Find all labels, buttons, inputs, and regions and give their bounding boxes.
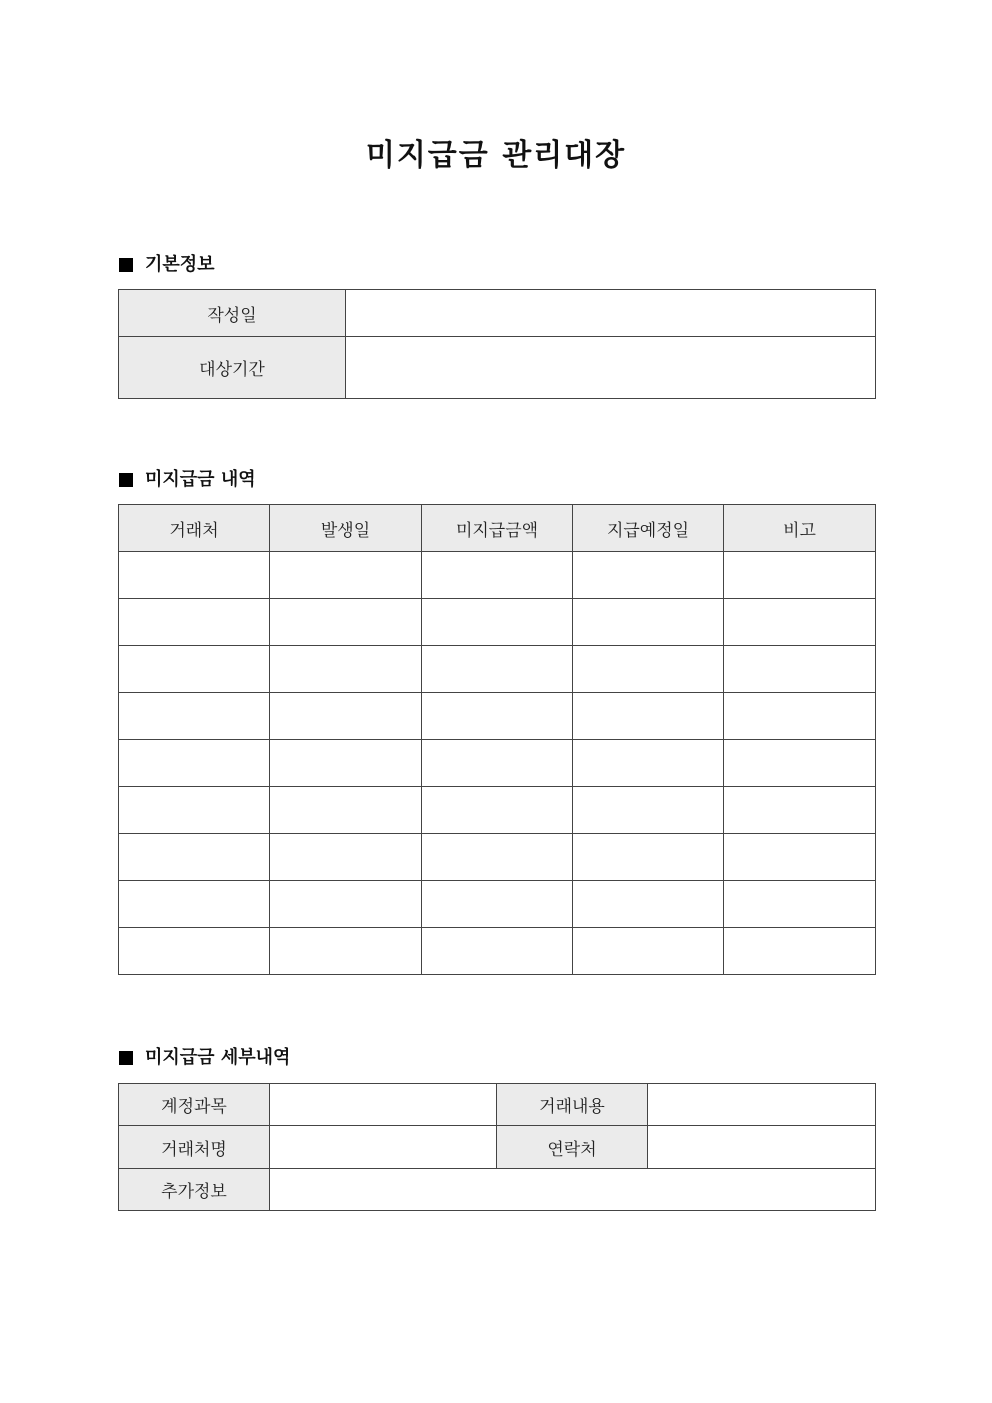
remarks-cell[interactable] [724,552,876,599]
extra-info-label: 추가정보 [119,1169,270,1211]
table-header-row [119,505,876,552]
vendor-cell[interactable] [119,646,270,693]
details-row-account [119,1084,876,1126]
table-row [119,693,876,740]
column-header-vendor: 거래처 [119,505,270,552]
occurrence-date-cell[interactable] [270,928,422,975]
occurrence-date-cell[interactable] [270,693,422,740]
details-heading [119,1046,290,1070]
square-bullet-icon [119,1051,133,1065]
table-row [119,599,876,646]
remarks-cell[interactable] [724,928,876,975]
basic-info-row-period [119,337,876,399]
unpaid-amount-cell[interactable] [422,552,573,599]
unpaid-amount-cell[interactable] [422,787,573,834]
remarks-cell[interactable] [724,834,876,881]
table-row [119,646,876,693]
table-row [119,928,876,975]
unpaid-amount-cell[interactable] [422,834,573,881]
details-row-extra [119,1169,876,1211]
details-table [118,1083,876,1211]
remarks-cell[interactable] [724,693,876,740]
target-period-field[interactable] [346,337,876,399]
vendor-cell[interactable] [119,552,270,599]
occurrence-date-cell[interactable] [270,881,422,928]
table-row [119,552,876,599]
unpaid-amount-cell[interactable] [422,740,573,787]
written-date-label: 작성일 [119,290,346,337]
account-field[interactable] [270,1084,497,1126]
vendor-name-field[interactable] [270,1126,497,1169]
vendor-name-label: 거래처명 [119,1126,270,1169]
column-header-unpaid-amount: 미지급금액 [422,505,573,552]
table-row [119,834,876,881]
column-header-remarks: 비고 [724,505,876,552]
payment-due-date-cell[interactable] [573,552,724,599]
payment-due-date-cell[interactable] [573,881,724,928]
remarks-cell[interactable] [724,787,876,834]
contact-label: 연락처 [497,1126,648,1169]
payment-due-date-cell[interactable] [573,693,724,740]
payment-due-date-cell[interactable] [573,834,724,881]
unpaid-list-heading [119,468,256,492]
occurrence-date-cell[interactable] [270,646,422,693]
written-date-field[interactable] [346,290,876,337]
table-row [119,881,876,928]
payment-due-date-cell[interactable] [573,928,724,975]
remarks-cell[interactable] [724,599,876,646]
page-title: 미지급금 관리대장 [365,138,627,173]
transaction-label: 거래내용 [497,1084,648,1126]
unpaid-amount-cell[interactable] [422,881,573,928]
unpaid-list-heading-text: 미지급금 내역 [145,469,256,490]
vendor-cell[interactable] [119,834,270,881]
occurrence-date-cell[interactable] [270,552,422,599]
extra-info-field[interactable] [270,1169,876,1211]
payment-due-date-cell[interactable] [573,787,724,834]
remarks-cell[interactable] [724,881,876,928]
contact-field[interactable] [648,1126,876,1169]
account-label: 계정과목 [119,1084,270,1126]
square-bullet-icon [119,258,133,272]
basic-info-heading-text: 기본정보 [145,254,215,275]
remarks-cell[interactable] [724,740,876,787]
occurrence-date-cell[interactable] [270,740,422,787]
unpaid-amount-cell[interactable] [422,928,573,975]
occurrence-date-cell[interactable] [270,834,422,881]
column-header-payment-due-date: 지급예정일 [573,505,724,552]
unpaid-amount-cell[interactable] [422,646,573,693]
transaction-field[interactable] [648,1084,876,1126]
unpaid-amount-cell[interactable] [422,693,573,740]
table-row [119,740,876,787]
vendor-cell[interactable] [119,599,270,646]
square-bullet-icon [119,473,133,487]
vendor-cell[interactable] [119,928,270,975]
basic-info-table [118,289,876,399]
target-period-label: 대상기간 [119,337,346,399]
payment-due-date-cell[interactable] [573,740,724,787]
payment-due-date-cell[interactable] [573,646,724,693]
unpaid-amount-cell[interactable] [422,599,573,646]
remarks-cell[interactable] [724,646,876,693]
details-heading-text: 미지급금 세부내역 [145,1047,291,1068]
payment-due-date-cell[interactable] [573,599,724,646]
vendor-cell[interactable] [119,693,270,740]
vendor-cell[interactable] [119,787,270,834]
basic-info-row-date [119,290,876,337]
vendor-cell[interactable] [119,740,270,787]
unpaid-list-table [118,504,876,975]
occurrence-date-cell[interactable] [270,787,422,834]
occurrence-date-cell[interactable] [270,599,422,646]
table-row [119,787,876,834]
column-header-occurrence-date: 발생일 [270,505,422,552]
basic-info-heading [119,253,215,277]
vendor-cell[interactable] [119,881,270,928]
details-row-vendor [119,1126,876,1169]
